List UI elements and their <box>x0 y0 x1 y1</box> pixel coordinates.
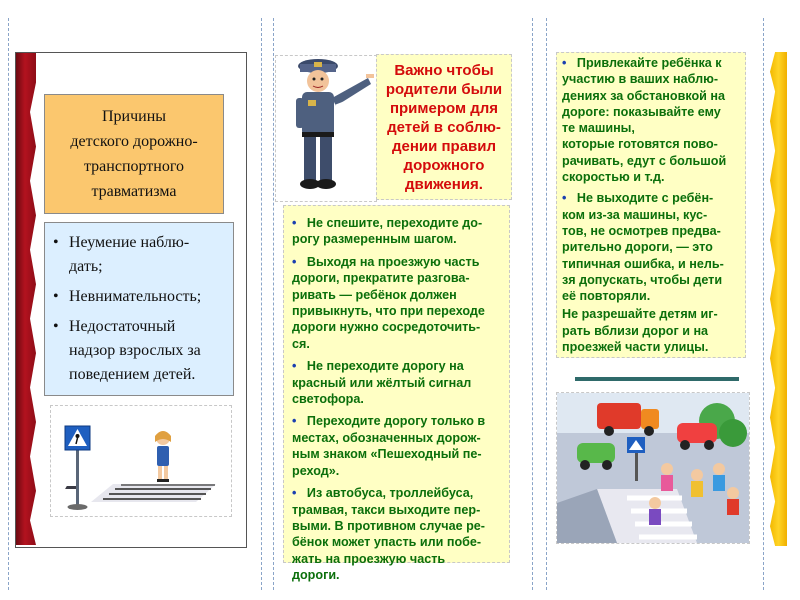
closing-advice: Не разрешайте детям иг- рать вблизи дорог и на проезжей части улицы. <box>562 307 718 355</box>
police-drawing <box>276 56 376 201</box>
cause-item: • Недостаточный надзор взрослых за поведением детей. <box>69 315 227 387</box>
pedestrian-crossing-illustration <box>50 405 232 517</box>
advice-box <box>556 52 746 358</box>
advice-item: • Привлекайте ребёнка к участию в ваших наблю- дениях за обстановкой на дороге: показывайте ему те машины, которые готовятся пово- рачивать, едут с большой скоростью и т.д. <box>562 56 727 185</box>
street-drawing <box>557 393 749 543</box>
important-note-box <box>376 54 512 200</box>
rule-item: • Не спешите, переходите до- рогу размеренным шагом. <box>292 216 483 247</box>
yellow-ribbon-decoration <box>770 52 787 546</box>
child-figure <box>155 431 171 482</box>
fold-line-right <box>763 18 764 590</box>
bullet-icon: • <box>292 414 307 429</box>
parent-rules-box <box>283 205 510 583</box>
important-note: Важно чтобы родители были примером для детей в соблю- дении правил дорожного движения. <box>385 61 503 193</box>
rule-item: • Выходя на проезжую часть дороги, прекратите разгова- ривать — ребёнок должен привыкнуть, что при переходе дороги нужно сосредоточить- ся. <box>292 254 485 351</box>
street-scene-illustration <box>556 392 750 544</box>
bullet-icon: • <box>292 254 307 269</box>
fold-line-1b <box>273 18 274 590</box>
advice-item: • Не выходите с ребён- ком из-за машины, кус- тов, не осмотрев предва- рительно дороги, — это типичная ошибка, и нель- зя допускать, чтобы дети её повторяли. <box>562 191 724 304</box>
rule-item: • Из автобуса, троллейбуса, трамвая, такси выходите пер- выми. В противном случае ре- бёнок может упасть или побе- жать на проезжую часть дороги. <box>292 486 485 583</box>
sign-pole <box>76 448 79 506</box>
green-car-icon <box>577 443 615 463</box>
bullet-icon: • <box>292 486 307 501</box>
fold-line-1 <box>261 18 262 590</box>
fold-line-2b <box>546 18 547 590</box>
traffic-police-officer-illustration <box>275 55 377 202</box>
causes-list <box>45 223 233 387</box>
fold-line-2 <box>532 18 533 590</box>
cause-item: • Невнимательность; <box>69 285 227 309</box>
rule-item: • Переходите дорогу только в местах, обозначенных дорож- ным знаком «Пешеходный пе- реход». <box>292 414 486 478</box>
causes-list-box <box>44 222 234 396</box>
crossing-drawing <box>51 406 231 516</box>
fold-line-left <box>8 18 9 590</box>
causes-heading: Причины детского дорожно- транспортного травматизма <box>70 108 198 200</box>
causes-heading-box <box>44 94 224 214</box>
car-icon <box>677 423 717 443</box>
bullet-icon: • <box>562 191 577 206</box>
bullet-icon: • <box>292 216 307 230</box>
bullet-icon: • <box>562 56 577 70</box>
decorative-rule <box>575 377 739 381</box>
truck-icon <box>597 403 641 429</box>
zebra-stripes <box>65 484 216 502</box>
cause-item: • Неумение наблю- дать; <box>69 231 227 279</box>
rule-item: • Не переходите дорогу на красный или жёлтый сигнал светофора. <box>292 359 472 407</box>
bullet-icon: • <box>292 359 307 374</box>
